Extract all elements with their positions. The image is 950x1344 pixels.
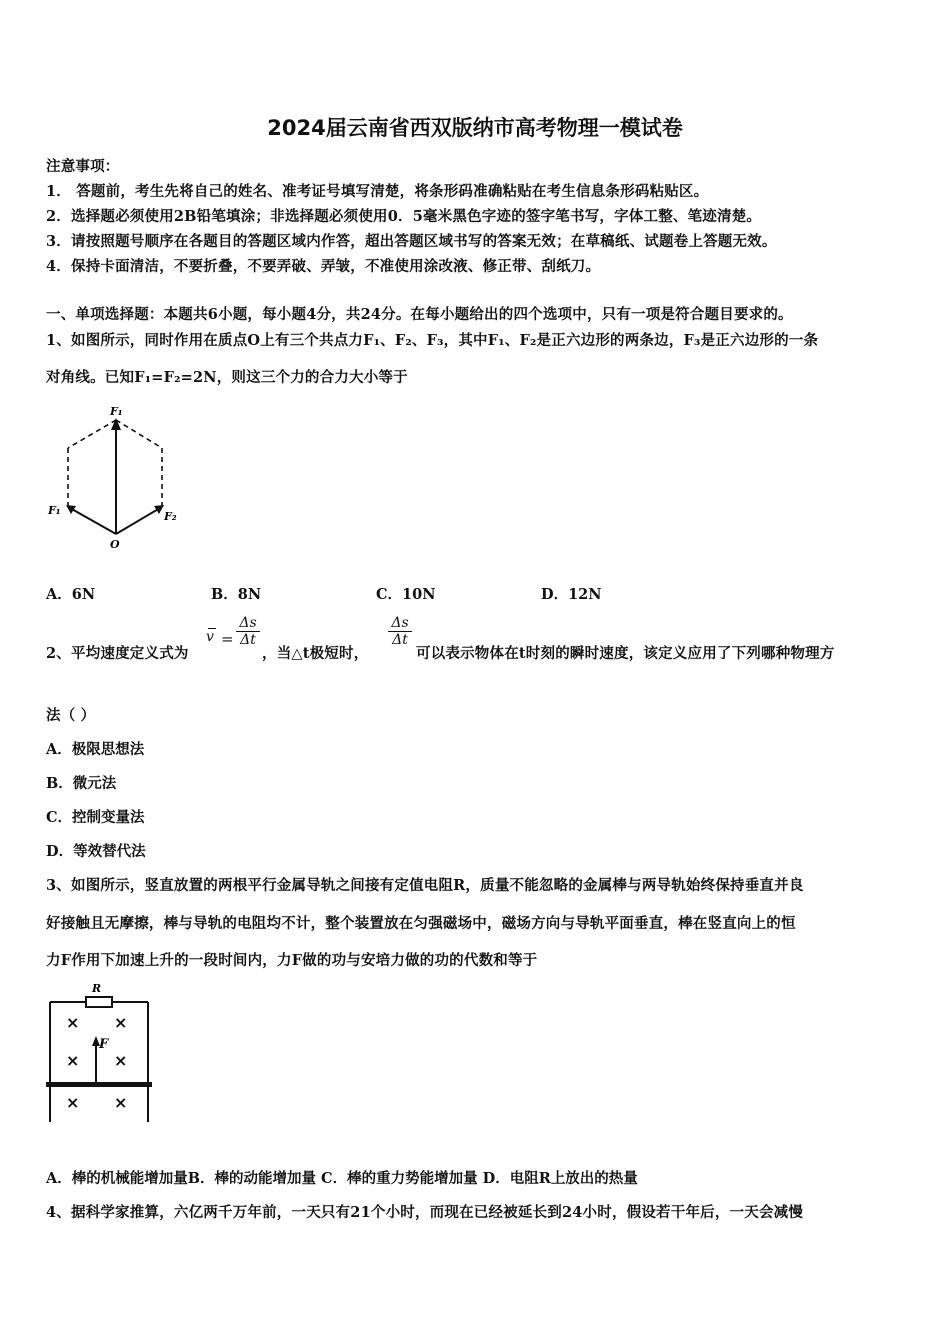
q3-stem-line3: 力F作用下加速上升的一段时间内，力F做的功与安培力做的功的代数和等于 (46, 952, 538, 969)
label-f2: F₂ (164, 510, 177, 523)
q3-stem-line2: 好接触且无摩擦，棒与导轨的电阻均不计，整个装置放在匀强磁场中，磁场方向与导轨平面垂直，棒在竖直向上的恒 (46, 915, 796, 932)
q1-option-d: D．12N (541, 586, 602, 603)
field-cross-2: × (114, 1013, 128, 1032)
fraction-ds-dt (236, 615, 260, 648)
q1-stem-line1: 1、如图所示，同时作用在质点O上有三个共点力F₁、F₂、F₃，其中F₁、F₂是正六边形的两条边，F₃是正六边形的一条 (46, 332, 819, 349)
fraction-denominator: Δt (236, 631, 260, 648)
vbar-symbol (206, 628, 216, 645)
hexagon-force-figure (40, 398, 190, 558)
field-cross-6: × (114, 1093, 128, 1112)
q2-option-c: C．控制变量法 (46, 809, 145, 826)
q1-stem-line2: 对角线。已知F₁=F₂=2N，则这三个力的合力大小等于 (46, 369, 408, 386)
equals-sign: = (221, 630, 234, 648)
q2-stem-lead: 2、平均速度定义式为 (46, 645, 189, 662)
fraction-denominator-2: Δt (388, 631, 412, 648)
q2-stem-line2: 法（ ） (46, 707, 96, 724)
section-heading: 一、单项选择题：本题共6小题，每小题4分，共24分。在每小题给出的四个选项中，只有一项是符合题目要求的。 (46, 306, 793, 323)
vbar-letter: v (206, 629, 214, 645)
notice-item-2: 2．选择题必须使用2B铅笔填涂；非选择题必须使用0．5毫米黑色字迹的签字笔书写，字体工整、笔迹清楚。 (46, 208, 762, 225)
q2-option-b: B．微元法 (46, 775, 117, 792)
field-cross-4: × (114, 1051, 128, 1070)
label-origin: O (110, 538, 120, 551)
q2-option-a: A．极限思想法 (46, 741, 145, 758)
rail-circuit-figure (40, 976, 160, 1126)
label-f3: F₁ (110, 405, 123, 418)
q1-option-b: B．8N (211, 586, 262, 603)
q2-option-d: D．等效替代法 (46, 843, 146, 860)
label-f1: F₁ (48, 504, 61, 517)
q2-stem-tail: 可以表示物体在t时刻的瞬时速度，该定义应用了下列哪种物理方 (416, 645, 835, 662)
fraction-ds-dt-2 (388, 615, 412, 648)
notice-item-1: 1． 答题前，考生先将自己的姓名、准考证号填写清楚，将条形码准确粘贴在考生信息条形码粘贴区。 (46, 183, 709, 200)
field-cross-1: × (66, 1013, 80, 1032)
q3-stem-line1: 3、如图所示，竖直放置的两根平行金属导轨之间接有定值电阻R，质量不能忽略的金属棒与两导轨始终保持垂直并良 (46, 877, 804, 894)
field-cross-3: × (66, 1051, 80, 1070)
field-cross-5: × (66, 1093, 80, 1112)
page-title: 2024届云南省西双版纳市高考物理一模试卷 (267, 116, 683, 140)
fraction-numerator: Δs (239, 615, 257, 631)
q1-option-a: A．6N (46, 586, 96, 603)
notice-item-3: 3．请按照题号顺序在各题目的答题区域内作答，超出答题区域书写的答案无效；在草稿纸、试题卷上答题无效。 (46, 233, 777, 250)
notice-item-4: 4．保持卡面清洁，不要折叠，不要弄破、弄皱，不准使用涂改液、修正带、刮纸刀。 (46, 258, 601, 275)
fraction-numerator-2: Δs (391, 615, 409, 631)
q2-stem-mid: ，当△t极短时， (262, 645, 369, 662)
q4-stem-line1: 4、据科学家推算，六亿两千万年前，一天只有21个小时，而现在已经被延长到24小时，假设若干年后，一天会减慢 (46, 1204, 804, 1221)
label-resistor: R (92, 982, 102, 995)
notice-heading: 注意事项： (46, 158, 120, 175)
q3-options: A．棒的机械能增加量B．棒的动能增加量 C．棒的重力势能增加量 D．电阻R上放出的热量 (46, 1170, 638, 1187)
q1-option-c: C．10N (376, 586, 436, 603)
label-force: F (99, 1037, 109, 1052)
